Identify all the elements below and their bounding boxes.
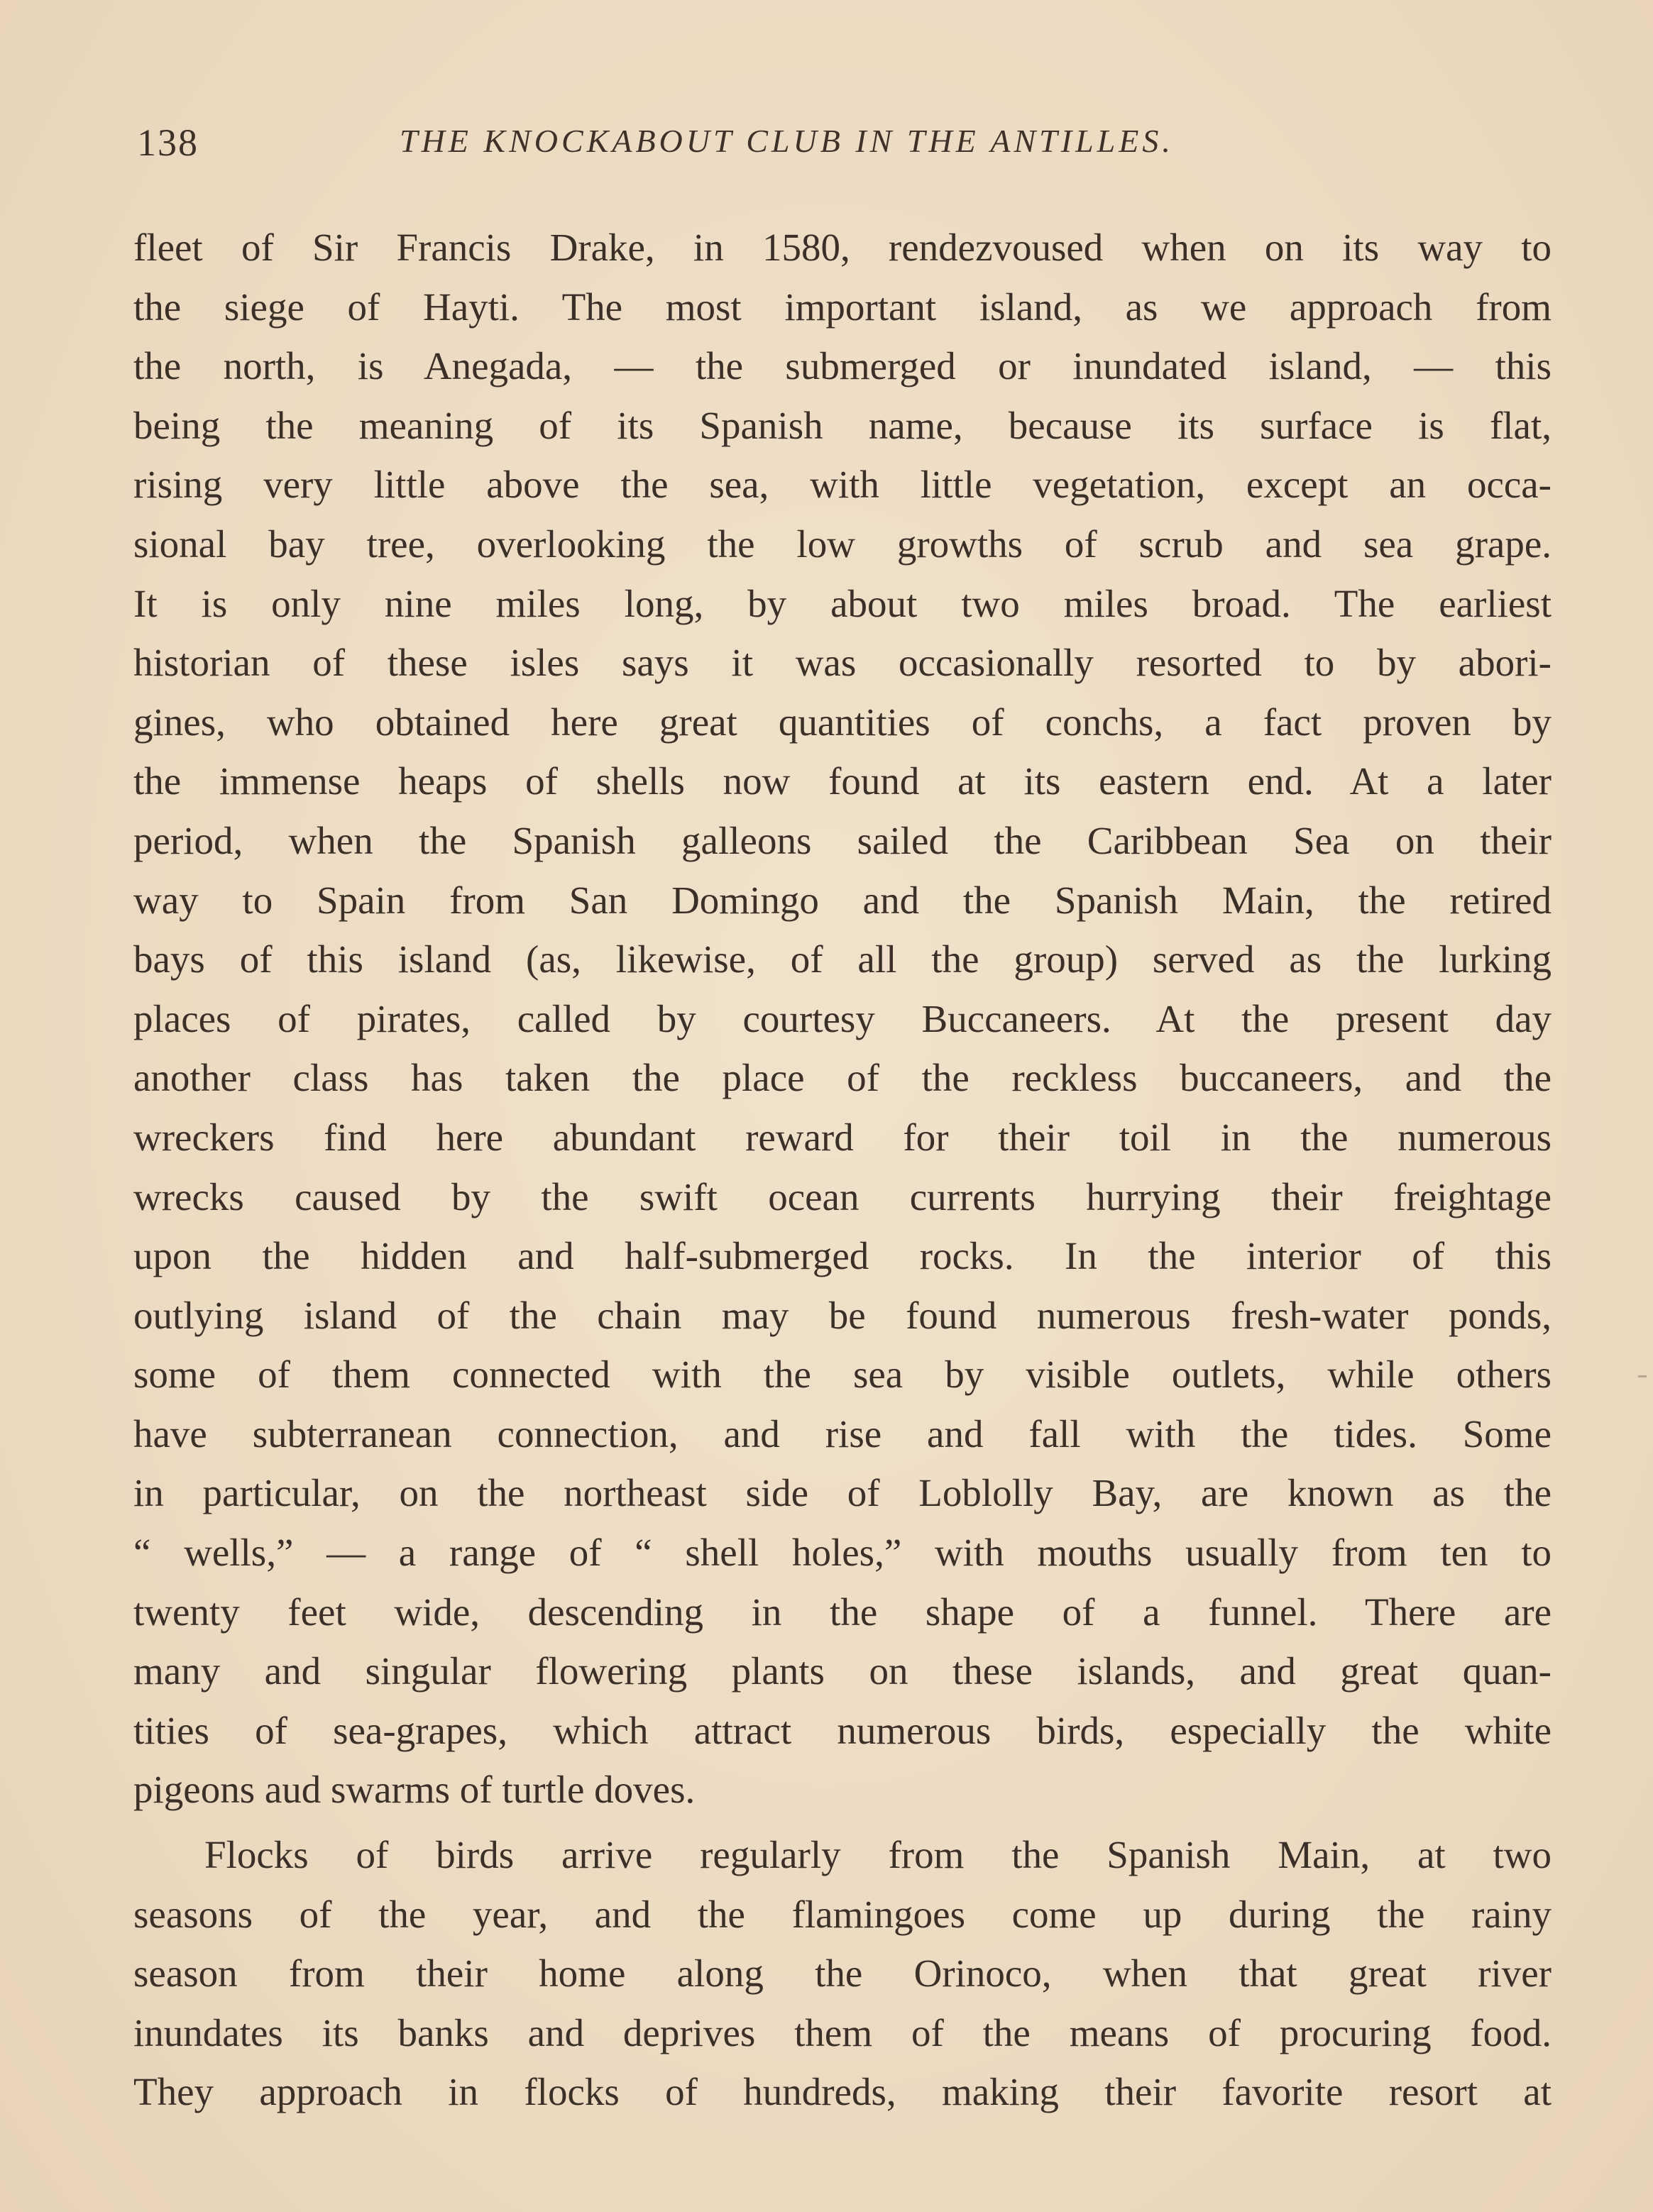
text-line: wrecks caused by the swift ocean currents hurrying their freightage (133, 1174, 1552, 1218)
text-line: rising very little above the sea, with little vegetation, except an occa- (133, 463, 1552, 507)
text-line: the immense heaps of shells now found at its eastern end. At a later (133, 759, 1552, 803)
paragraph (133, 218, 1552, 1820)
text-line: many and singular flowering plants on these islands, and great quan- (133, 1649, 1552, 1693)
text-line: season from their home along the Orinoco, when that great river (133, 1952, 1552, 1996)
body-text (133, 218, 1552, 2122)
text-line: seasons of the year, and the flamingoes come up during the rainy (133, 1892, 1552, 1936)
paper-speck (1638, 1375, 1647, 1377)
text-line: another class has taken the place of the reckless buccaneers, and the (133, 1056, 1552, 1100)
text-line: sional bay tree, overlooking the low growths of scrub and sea grape. (133, 522, 1552, 566)
text-line: places of pirates, called by courtesy Buccaneers. At the present day (133, 996, 1552, 1040)
paragraph-gap (133, 1820, 1552, 1825)
text-line: have subterranean connection, and rise and fall with the tides. Some (133, 1412, 1552, 1456)
running-title: THE KNOCKABOUT CLUB IN THE ANTILLES. (400, 123, 1174, 159)
text-line: outlying island of the chain may be found numerous fresh-water ponds, (133, 1293, 1552, 1337)
text-line: “ wells,” — a range of “ shell holes,” with mouths usually from ten to (133, 1531, 1552, 1575)
text-line: inundates its banks and deprives them of the means of procuring food. (133, 2010, 1552, 2054)
text-line: some of them connected with the sea by visible outlets, while others (133, 1353, 1552, 1397)
paragraph (133, 1825, 1552, 2122)
text-line: gines, who obtained here great quantities of conchs, a fact proven by (133, 700, 1552, 744)
text-line: the north, is Anegada, — the submerged or inundated island, — this (133, 344, 1552, 388)
text-line: being the meaning of its Spanish name, because its surface is flat, (133, 403, 1552, 447)
text-line: They approach in flocks of hundreds, making their favorite resort at (133, 2070, 1552, 2114)
text-line: in particular, on the northeast side of Loblolly Bay, are known as the (133, 1471, 1552, 1515)
text-line: wreckers find here abundant reward for their toil in the numerous (133, 1115, 1552, 1159)
page-number: 138 (137, 121, 199, 164)
text-line: fleet of Sir Francis Drake, in 1580, rendezvoused when on its way to (133, 226, 1552, 269)
text-line: tities of sea-grapes, which attract numerous birds, especially the white (133, 1708, 1552, 1752)
text-line: way to Spain from San Domingo and the Spanish Main, the retired (133, 878, 1552, 922)
running-head (137, 121, 1535, 170)
text-line: Flocks of birds arrive regularly from the Spanish Main, at two (204, 1833, 1552, 1877)
text-line: pigeons aud swarms of turtle doves. (133, 1768, 696, 1812)
text-line: bays of this island (as, likewise, of all the group) served as the lurking (133, 937, 1552, 981)
text-line: period, when the Spanish galleons sailed the Caribbean Sea on their (133, 818, 1552, 862)
text-line: upon the hidden and half-submerged rocks. In the interior of this (133, 1234, 1552, 1278)
text-line: the siege of Hayti. The most important island, as we approach from (133, 285, 1552, 329)
text-line: twenty feet wide, descending in the shape of a funnel. There are (133, 1590, 1552, 1634)
text-line: It is only nine miles long, by about two miles broad. The earliest (133, 581, 1552, 625)
text-line: historian of these isles says it was occasionally resorted to by abori- (133, 641, 1552, 685)
